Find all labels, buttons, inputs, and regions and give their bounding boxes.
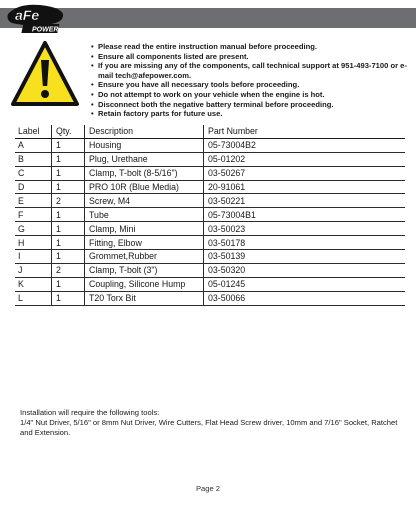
cell-qty: 1	[52, 236, 85, 250]
cell-label: E	[15, 194, 52, 208]
cell-label: B	[15, 152, 52, 166]
cell-label: A	[15, 138, 52, 152]
warning-notes	[91, 42, 413, 119]
note-item: • Retain factory parts for future use.	[91, 109, 223, 119]
column-header-qty: Qty.	[52, 125, 85, 138]
logo-sub-text: POWER	[32, 26, 59, 34]
table-row	[15, 166, 405, 180]
parts-table-body	[15, 138, 405, 305]
column-header-label: Label	[15, 125, 52, 138]
logo-brand-text: aFe	[15, 7, 40, 23]
cell-part-number: 03-50320	[204, 263, 406, 277]
cell-part-number: 03-50221	[204, 194, 406, 208]
table-row	[15, 194, 405, 208]
cell-description: Clamp, T-bolt (3")	[85, 263, 204, 277]
table-header-row	[15, 125, 405, 138]
column-header-part-number: Part Number	[204, 125, 406, 138]
table-row	[15, 236, 405, 250]
table-row	[15, 277, 405, 291]
cell-part-number: 03-50139	[204, 250, 406, 264]
cell-qty: 1	[52, 222, 85, 236]
tools-intro: Installation will require the following tools:	[20, 408, 160, 417]
cell-label: G	[15, 222, 52, 236]
cell-qty: 2	[52, 194, 85, 208]
cell-description: Screw, M4	[85, 194, 204, 208]
cell-description: Clamp, T-bolt (8-5/16")	[85, 166, 204, 180]
cell-description: Coupling, Silicone Hump	[85, 277, 204, 291]
tools-section	[20, 408, 400, 438]
table-row	[15, 222, 405, 236]
cell-qty: 1	[52, 277, 85, 291]
cell-qty: 1	[52, 250, 85, 264]
cell-part-number: 05-73004B2	[204, 138, 406, 152]
warning-triangle-icon	[10, 40, 80, 108]
cell-description: PRO 10R (Blue Media)	[85, 180, 204, 194]
cell-label: J	[15, 263, 52, 277]
cell-description: Housing	[85, 138, 204, 152]
note-item: • Please read the entire instruction manual before proceeding.	[91, 42, 318, 51]
cell-description: Plug, Urethane	[85, 152, 204, 166]
cell-label: C	[15, 166, 52, 180]
note-item: • If you are missing any of the components, call technical support at 951-493-7100 or e-mail tech@afepower.com.	[91, 61, 407, 80]
table-row	[15, 291, 405, 305]
cell-part-number: 05-01245	[204, 277, 406, 291]
cell-qty: 1	[52, 166, 85, 180]
cell-qty: 1	[52, 208, 85, 222]
table-row	[15, 180, 405, 194]
cell-label: L	[15, 291, 52, 305]
cell-part-number: 03-50178	[204, 236, 406, 250]
parts-table	[15, 125, 405, 306]
note-item: • Ensure you have all necessary tools before proceeding.	[91, 80, 300, 90]
table-row	[15, 250, 405, 264]
cell-qty: 1	[52, 138, 85, 152]
cell-part-number: 05-73004B1	[204, 208, 406, 222]
cell-description: Grommet,Rubber	[85, 250, 204, 264]
cell-description: Tube	[85, 208, 204, 222]
page-number: Page 2	[195, 484, 221, 493]
tools-list: 1/4" Nut Driver, 5/16" or 8mm Nut Driver, Wire Cutters, Flat Head Screw driver, 10mm and 7/16" Socket, Ratchet and Extension.	[20, 418, 398, 437]
table-row	[15, 152, 405, 166]
cell-part-number: 20-91061	[204, 180, 406, 194]
cell-description: T20 Torx Bit	[85, 291, 204, 305]
table-row	[15, 263, 405, 277]
cell-label: I	[15, 250, 52, 264]
cell-label: F	[15, 208, 52, 222]
column-header-description: Description	[85, 125, 204, 138]
cell-part-number: 05-01202	[204, 152, 406, 166]
cell-qty: 1	[52, 291, 85, 305]
note-item: • Ensure all components listed are present.	[91, 51, 249, 61]
cell-part-number: 03-50066	[204, 291, 406, 305]
note-item: • Do not attempt to work on your vehicle when the engine is hot.	[91, 89, 325, 99]
cell-part-number: 03-50267	[204, 166, 406, 180]
afe-power-logo	[6, 2, 66, 36]
cell-label: H	[15, 236, 52, 250]
cell-label: D	[15, 180, 52, 194]
cell-label: K	[15, 277, 52, 291]
cell-qty: 2	[52, 263, 85, 277]
cell-description: Clamp, Mini	[85, 222, 204, 236]
note-item: • Disconnect both the negative battery terminal before proceeding.	[91, 99, 334, 109]
cell-qty: 1	[52, 152, 85, 166]
table-row	[15, 208, 405, 222]
cell-qty: 1	[52, 180, 85, 194]
table-row	[15, 138, 405, 152]
cell-description: Fitting, Elbow	[85, 236, 204, 250]
cell-part-number: 03-50023	[204, 222, 406, 236]
